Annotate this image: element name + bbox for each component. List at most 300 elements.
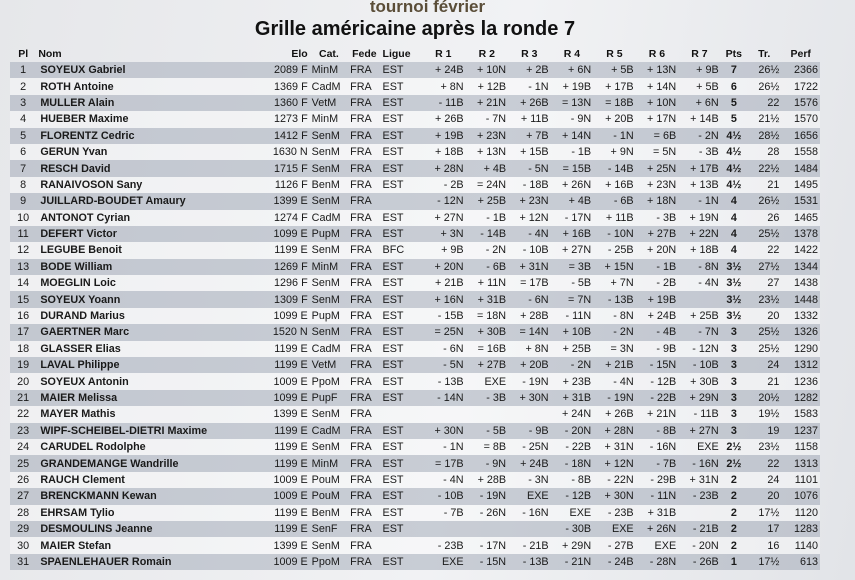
- col-ligue-cell: EST: [381, 62, 422, 78]
- col-fede-cell: FRA: [348, 341, 380, 357]
- col-r6-cell: - 7B: [636, 455, 679, 471]
- col-r2-cell: + 11N: [466, 275, 509, 291]
- col-r7-cell: + 5B: [678, 78, 721, 94]
- col-perf-cell: 1290: [781, 341, 820, 357]
- col-pts-cell: 4: [721, 210, 747, 226]
- col-tr-cell: 26: [747, 210, 781, 226]
- col-pl-cell: 9: [10, 193, 36, 209]
- col-r1-cell: - 6N: [421, 341, 466, 357]
- col-cat-cell: SenM: [310, 324, 348, 340]
- col-r7-cell: - 8N: [678, 259, 721, 275]
- col-r7-cell: + 14B: [678, 111, 721, 127]
- col-r3-cell: - 9B: [508, 423, 551, 439]
- col-r6-cell: + 23N: [636, 177, 679, 193]
- col-fede-cell: FRA: [348, 373, 380, 389]
- col-fede-cell: FRA: [348, 439, 380, 455]
- col-nom-cell: WIPF-SCHEIBEL-DIETRI Maxime: [36, 423, 265, 439]
- col-fede-cell: FRA: [348, 210, 380, 226]
- col-nom-cell: MULLER Alain: [36, 95, 265, 111]
- col-pts-cell: 3: [721, 324, 747, 340]
- col-r1-cell: EXE: [421, 554, 466, 570]
- col-cat-cell: SenM: [310, 537, 348, 553]
- table-row: [10, 111, 820, 127]
- col-r6-cell: = 6B: [636, 128, 679, 144]
- table-row: [10, 242, 820, 258]
- col-ligue-cell: EST: [381, 259, 422, 275]
- col-fede-cell: FRA: [348, 423, 380, 439]
- col-r6-cell: + 31B: [636, 505, 679, 521]
- col-fede-cell: FRA: [348, 144, 380, 160]
- col-elo-cell: 1199 E: [265, 521, 310, 537]
- col-perf-cell: 1378: [781, 226, 820, 242]
- col-nom-cell: HUEBER Maxime: [36, 111, 265, 127]
- col-tr-cell: 28: [747, 144, 781, 160]
- col-cat-cell: VetM: [310, 357, 348, 373]
- col-r1-cell: - 1N: [421, 439, 466, 455]
- col-r6-cell: + 18N: [636, 193, 679, 209]
- col-r2-cell: + 25B: [466, 193, 509, 209]
- col-r3-cell: + 24B: [508, 455, 551, 471]
- col-fede-cell: FRA: [348, 472, 380, 488]
- col-pl-cell: 5: [10, 128, 36, 144]
- col-r4-cell: - 17N: [551, 210, 594, 226]
- col-r5-cell: + 28N: [593, 423, 636, 439]
- col-cat-cell: CadM: [310, 78, 348, 94]
- col-fede-cell: FRA: [348, 308, 380, 324]
- col-r5-cell: EXE: [593, 521, 636, 537]
- col-fede-cell: FRA: [348, 291, 380, 307]
- col-r2-cell: + 28B: [466, 472, 509, 488]
- col-elo-cell: 1199 E: [265, 423, 310, 439]
- col-tr-cell: 22: [747, 95, 781, 111]
- col-r1-cell: - 14N: [421, 390, 466, 406]
- col-cat-cell: PupM: [310, 308, 348, 324]
- col-pts-header: Pts: [725, 48, 742, 60]
- col-r4-cell: + 24N: [551, 406, 594, 422]
- col-r1-cell: - 10B: [421, 488, 466, 504]
- col-r5-cell: + 12N: [593, 455, 636, 471]
- col-perf-cell: 2366: [781, 62, 820, 78]
- col-r5-cell: + 21B: [593, 357, 636, 373]
- col-r6-cell: - 1B: [636, 259, 679, 275]
- col-perf-cell: 1120: [781, 505, 820, 521]
- col-perf-cell: 1576: [781, 95, 820, 111]
- col-fede-cell: FRA: [348, 95, 380, 111]
- col-pts-cell: 4: [721, 242, 747, 258]
- col-tr-cell: 25½: [747, 324, 781, 340]
- col-r5-cell: - 14B: [593, 160, 636, 176]
- table-row: [10, 308, 820, 324]
- col-elo-cell: 1309 F: [265, 291, 310, 307]
- col-r1-header: R 1: [435, 48, 452, 60]
- col-r5-cell: - 25B: [593, 242, 636, 258]
- col-tr-cell: 28½: [747, 128, 781, 144]
- col-r2-cell: - 5B: [466, 423, 509, 439]
- col-nom-cell: GRANDEMANGE Wandrille: [36, 455, 265, 471]
- col-r5-cell: - 10N: [593, 226, 636, 242]
- col-r5-cell: - 4N: [593, 373, 636, 389]
- page-title: Grille américaine après la ronde 7: [254, 18, 576, 40]
- col-pts-cell: 4: [721, 226, 747, 242]
- col-r5-cell: + 5B: [593, 62, 636, 78]
- col-r2-cell: - 14B: [466, 226, 509, 242]
- col-tr-cell: 26½: [747, 78, 781, 94]
- col-cat-cell: MinM: [310, 111, 348, 127]
- col-r7-cell: + 9B: [678, 62, 721, 78]
- col-ligue-cell: EST: [381, 488, 422, 504]
- col-tr-cell: 19½: [747, 406, 781, 422]
- col-ligue-cell: EST: [381, 177, 422, 193]
- col-fede-cell: FRA: [348, 275, 380, 291]
- col-nom-cell: GAERTNER Marc: [36, 324, 265, 340]
- col-pts-cell: 3½: [721, 291, 747, 307]
- col-fede-cell: FRA: [348, 357, 380, 373]
- table-row: [10, 275, 820, 291]
- col-pts-cell: 2: [721, 505, 747, 521]
- col-r2-cell: - 3B: [466, 390, 509, 406]
- col-elo-cell: 1269 F: [265, 259, 310, 275]
- col-nom-cell: ROTH Antoine: [36, 78, 265, 94]
- col-fede-cell: FRA: [348, 390, 380, 406]
- col-r7-cell: + 25B: [678, 308, 721, 324]
- col-pts-cell: 3½: [721, 308, 747, 324]
- col-r5-header: R 5: [606, 48, 623, 60]
- col-nom-cell: LAVAL Philippe: [36, 357, 265, 373]
- col-r3-cell: - 3N: [508, 472, 551, 488]
- table-row: [10, 324, 820, 340]
- col-r3-cell: - 10B: [508, 242, 551, 258]
- col-fede-cell: FRA: [348, 406, 380, 422]
- col-r1-cell: - 7B: [421, 505, 466, 521]
- col-r1-cell: - 23B: [421, 537, 466, 553]
- col-elo-cell: 1099 E: [265, 390, 310, 406]
- table-row: [10, 455, 820, 471]
- col-perf-cell: 1282: [781, 390, 820, 406]
- col-ligue-cell: EST: [381, 554, 422, 570]
- col-pts-cell: 4: [721, 193, 747, 209]
- col-tr-cell: 22: [747, 455, 781, 471]
- col-r2-cell: - 26N: [466, 505, 509, 521]
- col-r1-cell: = 25N: [421, 324, 466, 340]
- col-r5-cell: - 23B: [593, 505, 636, 521]
- col-tr-header: Tr.: [758, 48, 771, 60]
- col-r2-cell: EXE: [466, 373, 509, 389]
- col-elo-cell: 1520 N: [265, 324, 310, 340]
- col-fede-cell: FRA: [348, 521, 380, 537]
- col-r4-cell: + 6N: [551, 62, 594, 78]
- col-ligue-cell: BFC: [381, 242, 422, 258]
- col-ligue-cell: EST: [381, 505, 422, 521]
- col-fede-cell: FRA: [348, 505, 380, 521]
- col-nom-cell: FLORENTZ Cedric: [36, 128, 265, 144]
- col-tr-cell: 27: [747, 275, 781, 291]
- table-row: [10, 423, 820, 439]
- col-r1-cell: - 4N: [421, 472, 466, 488]
- col-perf-cell: 1570: [781, 111, 820, 127]
- col-r2-cell: + 31B: [466, 291, 509, 307]
- col-r7-cell: - 16N: [678, 455, 721, 471]
- col-r5-cell: + 26B: [593, 406, 636, 422]
- col-r5-cell: + 16B: [593, 177, 636, 193]
- col-tr-cell: 19: [747, 423, 781, 439]
- col-ligue-cell: EST: [381, 210, 422, 226]
- col-tr-cell: 20: [747, 488, 781, 504]
- table-row: [10, 144, 820, 160]
- col-r5-cell: + 7N: [593, 275, 636, 291]
- col-elo-cell: 1399 E: [265, 406, 310, 422]
- col-perf-cell: 1326: [781, 324, 820, 340]
- col-r5-cell: - 19N: [593, 390, 636, 406]
- col-r2-cell: + 23N: [466, 128, 509, 144]
- col-pts-cell: 3: [721, 373, 747, 389]
- col-tr-cell: 22: [747, 242, 781, 258]
- header-row: [10, 38, 820, 62]
- col-r7-cell: - 20N: [678, 537, 721, 553]
- col-r6-cell: - 9B: [636, 341, 679, 357]
- col-ligue-cell: EST: [381, 373, 422, 389]
- col-fede-cell: FRA: [348, 160, 380, 176]
- col-elo-cell: 1009 E: [265, 373, 310, 389]
- col-r2-cell: - 2N: [466, 242, 509, 258]
- crosstable-body: [10, 62, 820, 570]
- col-cat-cell: PouM: [310, 472, 348, 488]
- col-ligue-cell: EST: [381, 144, 422, 160]
- col-r2-cell: = 16B: [466, 341, 509, 357]
- col-perf-cell: 1344: [781, 259, 820, 275]
- col-r7-cell: - 3B: [678, 144, 721, 160]
- col-elo-cell: 1099 E: [265, 308, 310, 324]
- col-nom-cell: BRENCKMANN Kewan: [36, 488, 265, 504]
- col-pl-cell: 31: [10, 554, 36, 570]
- col-perf-cell: 1313: [781, 455, 820, 471]
- col-r4-cell: - 12B: [551, 488, 594, 504]
- col-nom-cell: GLASSER Elias: [36, 341, 265, 357]
- col-r4-header: R 4: [563, 48, 581, 60]
- col-nom-cell: JUILLARD-BOUDET Amaury: [36, 193, 265, 209]
- table-row: [10, 78, 820, 94]
- col-cat-cell: MinM: [310, 455, 348, 471]
- col-elo-cell: 1715 F: [265, 160, 310, 176]
- col-r5-cell: - 6B: [593, 193, 636, 209]
- col-r7-cell: - 12N: [678, 341, 721, 357]
- col-perf-cell: 1237: [781, 423, 820, 439]
- col-r1-cell: - 12N: [421, 193, 466, 209]
- col-pl-cell: 3: [10, 95, 36, 111]
- col-r4-cell: - 2N: [551, 357, 594, 373]
- col-nom-cell: LEGUBE Benoit: [36, 242, 265, 258]
- col-r5-cell: - 27B: [593, 537, 636, 553]
- col-pts-cell: 3: [721, 341, 747, 357]
- col-perf-cell: 1312: [781, 357, 820, 373]
- col-tr-cell: 23½: [747, 291, 781, 307]
- col-r6-cell: - 12B: [636, 373, 679, 389]
- col-r7-cell: + 18B: [678, 242, 721, 258]
- col-cat-cell: SenM: [310, 439, 348, 455]
- col-pl-cell: 6: [10, 144, 36, 160]
- col-tr-cell: 24: [747, 472, 781, 488]
- col-nom-cell: RAUCH Clement: [36, 472, 265, 488]
- col-nom-cell: MAIER Melissa: [36, 390, 265, 406]
- col-elo-header: Elo: [291, 48, 308, 60]
- table-row: [10, 537, 820, 553]
- col-r4-cell: - 11N: [551, 308, 594, 324]
- col-r5-cell: + 20B: [593, 111, 636, 127]
- col-cat-cell: SenM: [310, 128, 348, 144]
- col-pts-cell: 5: [721, 111, 747, 127]
- col-r5-cell: + 11B: [593, 210, 636, 226]
- col-ligue-cell: EST: [381, 308, 422, 324]
- col-r1-cell: - 13B: [421, 373, 466, 389]
- col-r6-cell: + 13N: [636, 62, 679, 78]
- col-r2-cell: - 7N: [466, 111, 509, 127]
- col-pts-cell: 3: [721, 406, 747, 422]
- col-ligue-cell: EST: [381, 357, 422, 373]
- col-r1-cell: - 11B: [421, 95, 466, 111]
- col-fede-cell: FRA: [348, 455, 380, 471]
- col-r3-cell: [508, 406, 551, 422]
- col-r1-cell: [421, 406, 466, 422]
- table-row: [10, 210, 820, 226]
- col-r3-header: R 3: [521, 48, 538, 60]
- col-elo-cell: 1399 E: [265, 537, 310, 553]
- col-r4-cell: = 15B: [551, 160, 594, 176]
- col-r1-cell: = 17B: [421, 455, 466, 471]
- col-nom-cell: RESCH David: [36, 160, 265, 176]
- col-elo-cell: 1199 E: [265, 242, 310, 258]
- col-perf-cell: 1656: [781, 128, 820, 144]
- col-nom-cell: DEFERT Victor: [36, 226, 265, 242]
- col-r4-cell: + 25B: [551, 341, 594, 357]
- col-r2-cell: + 4B: [466, 160, 509, 176]
- col-r2-cell: + 12B: [466, 78, 509, 94]
- col-r7-cell: [678, 291, 721, 307]
- col-r3-cell: - 4N: [508, 226, 551, 242]
- col-tr-cell: 25½: [747, 226, 781, 242]
- col-r6-cell: - 2B: [636, 275, 679, 291]
- col-tr-cell: 16: [747, 537, 781, 553]
- col-fede-cell: FRA: [348, 259, 380, 275]
- col-tr-cell: 17: [747, 521, 781, 537]
- col-pl-cell: 1: [10, 62, 36, 78]
- col-fede-cell: FRA: [348, 242, 380, 258]
- col-nom-cell: EHRSAM Tylio: [36, 505, 265, 521]
- col-r7-cell: + 29N: [678, 390, 721, 406]
- col-r7-cell: - 7N: [678, 324, 721, 340]
- col-cat-cell: SenF: [310, 521, 348, 537]
- crosstable: [10, 38, 820, 570]
- col-r4-cell: + 10B: [551, 324, 594, 340]
- col-r4-cell: - 9N: [551, 111, 594, 127]
- col-cat-cell: SenM: [310, 144, 348, 160]
- col-r2-cell: - 1B: [466, 210, 509, 226]
- col-r3-cell: - 21B: [508, 537, 551, 553]
- col-perf-cell: 1236: [781, 373, 820, 389]
- col-r1-cell: + 28N: [421, 160, 466, 176]
- col-r4-cell: - 8B: [551, 472, 594, 488]
- col-ligue-cell: EST: [381, 128, 422, 144]
- col-r6-cell: + 20N: [636, 242, 679, 258]
- col-tr-cell: 21: [747, 373, 781, 389]
- col-nom-cell: MOEGLIN Loic: [36, 275, 265, 291]
- col-ligue-cell: EST: [381, 439, 422, 455]
- col-tr-cell: 21: [747, 177, 781, 193]
- col-r1-cell: + 27N: [421, 210, 466, 226]
- col-ligue-header: Ligue: [382, 48, 411, 60]
- col-r4-cell: - 1B: [551, 144, 594, 160]
- col-pl-header: Pl: [18, 48, 29, 60]
- col-ligue-cell: [381, 406, 422, 422]
- col-perf-cell: 1076: [781, 488, 820, 504]
- col-pts-cell: 7: [721, 62, 747, 78]
- col-r6-cell: - 8B: [636, 423, 679, 439]
- col-r1-cell: + 8N: [421, 78, 466, 94]
- col-nom-header: Nom: [38, 48, 62, 60]
- col-r7-cell: - 23B: [678, 488, 721, 504]
- col-nom-cell: RANAIVOSON Sany: [36, 177, 265, 193]
- col-ligue-cell: EST: [381, 324, 422, 340]
- col-cat-cell: SenM: [310, 160, 348, 176]
- col-pl-cell: 15: [10, 291, 36, 307]
- col-r1-cell: + 9B: [421, 242, 466, 258]
- col-nom-cell: ANTONOT Cyrian: [36, 210, 265, 226]
- col-r7-cell: - 26B: [678, 554, 721, 570]
- col-r7-cell: + 31N: [678, 472, 721, 488]
- col-r1-cell: + 19B: [421, 128, 466, 144]
- col-r3-cell: EXE: [508, 488, 551, 504]
- col-nom-cell: CARUDEL Rodolphe: [36, 439, 265, 455]
- col-perf-cell: 1583: [781, 406, 820, 422]
- col-r7-cell: [678, 505, 721, 521]
- col-r2-cell: + 21N: [466, 95, 509, 111]
- col-elo-cell: 1009 E: [265, 488, 310, 504]
- col-r4-cell: + 29N: [551, 537, 594, 553]
- col-tr-cell: 24: [747, 357, 781, 373]
- col-ligue-cell: EST: [381, 160, 422, 176]
- col-r7-cell: + 22N: [678, 226, 721, 242]
- col-r6-cell: + 10N: [636, 95, 679, 111]
- col-nom-cell: BODE William: [36, 259, 265, 275]
- col-pts-cell: 2: [721, 537, 747, 553]
- col-r3-cell: + 11B: [508, 111, 551, 127]
- table-row: [10, 259, 820, 275]
- col-pl-cell: 23: [10, 423, 36, 439]
- col-pl-cell: 7: [10, 160, 36, 176]
- col-r3-cell: - 13B: [508, 554, 551, 570]
- col-pts-cell: 2: [721, 472, 747, 488]
- table-row: [10, 341, 820, 357]
- col-perf-cell: 1448: [781, 291, 820, 307]
- col-r4-cell: = 7N: [551, 291, 594, 307]
- col-perf-cell: 1722: [781, 78, 820, 94]
- col-pl-cell: 27: [10, 488, 36, 504]
- col-fede-header: Fede: [352, 48, 377, 60]
- col-pts-cell: 3½: [721, 275, 747, 291]
- col-r3-cell: - 6N: [508, 291, 551, 307]
- col-r7-cell: + 19N: [678, 210, 721, 226]
- col-r5-cell: + 30N: [593, 488, 636, 504]
- col-perf-header: Perf: [790, 48, 811, 60]
- col-pl-cell: 21: [10, 390, 36, 406]
- col-fede-cell: FRA: [348, 554, 380, 570]
- col-nom-cell: SOYEUX Gabriel: [36, 62, 265, 78]
- col-r5-cell: + 9N: [593, 144, 636, 160]
- col-pl-cell: 26: [10, 472, 36, 488]
- col-r1-cell: + 24B: [421, 62, 466, 78]
- col-perf-cell: 1495: [781, 177, 820, 193]
- col-nom-cell: DESMOULINS Jeanne: [36, 521, 265, 537]
- col-elo-cell: 1296 F: [265, 275, 310, 291]
- col-r4-cell: + 23B: [551, 373, 594, 389]
